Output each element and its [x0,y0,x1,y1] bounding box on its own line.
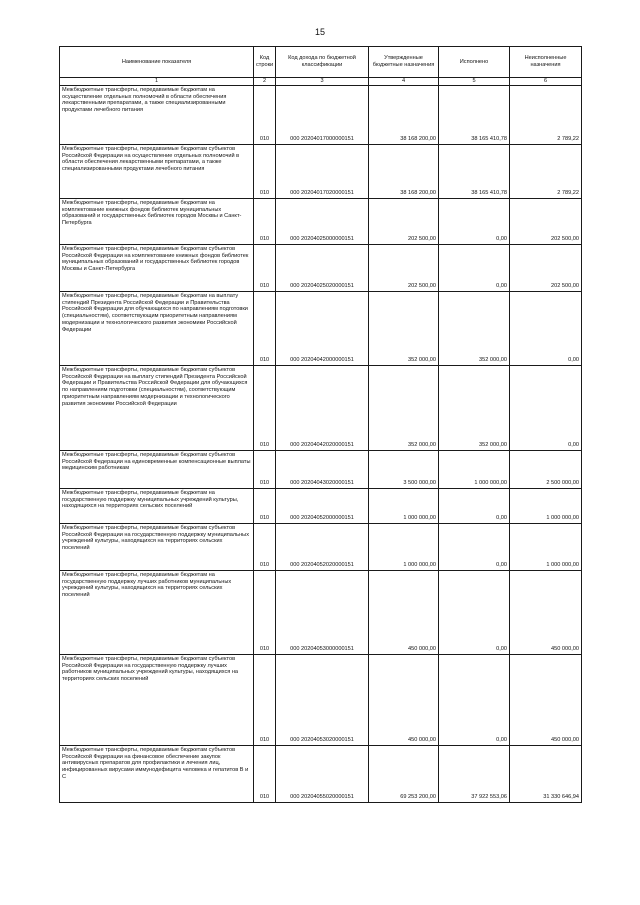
column-number: 6 [510,78,582,86]
header-line: Код строки [254,47,276,78]
row-unexecuted: 1 000 000,00 [510,524,582,571]
row-code: 000 20204052000000151 [276,489,369,524]
column-number: 2 [254,78,276,86]
row-executed: 1 000 000,00 [439,451,510,489]
row-line: 010 [254,245,276,292]
row-executed: 0,00 [439,655,510,746]
row-name: Межбюджетные трансферты, передаваемые бюджетам на государственную поддержку муниципальных учреждений культуры, находящихся на территориях сельских поселений [60,489,254,524]
row-executed: 38 165 410,78 [439,86,510,145]
row-line: 010 [254,524,276,571]
table-row [60,86,582,145]
row-approved: 3 500 000,00 [369,451,439,489]
row-name: Межбюджетные трансферты, передаваемые бюджетам субъектов Российской Федерации на финансовое обеспечение закупок антивирусных препаратов для профилактики и лечения лиц, инфицированных вирусами иммунодефицита человека и гепатитов B и C [60,746,254,803]
row-approved: 202 500,00 [369,245,439,292]
table-row [60,571,582,655]
row-line: 010 [254,145,276,199]
column-number-row [60,78,582,86]
row-name: Межбюджетные трансферты, передаваемые бюджетам субъектов Российской Федерации на единовременные компенсационные выплаты медицинским работникам [60,451,254,489]
row-approved: 352 000,00 [369,292,439,366]
row-unexecuted: 450 000,00 [510,571,582,655]
row-name: Межбюджетные трансферты, передаваемые бюджетам субъектов Российской Федерации на комплектование книжных фондов библиотек муниципальных образований и государственных библиотек городов Москвы и Санкт-Петербурга [60,245,254,292]
row-code: 000 20204053020000151 [276,655,369,746]
row-unexecuted: 2 789,22 [510,86,582,145]
row-code: 000 20204052020000151 [276,524,369,571]
column-number: 4 [369,78,439,86]
row-code: 000 20204043020000151 [276,451,369,489]
row-unexecuted: 2 789,22 [510,145,582,199]
row-executed: 0,00 [439,199,510,245]
row-approved: 69 253 200,00 [369,746,439,803]
table-row [60,292,582,366]
row-approved: 1 000 000,00 [369,489,439,524]
row-unexecuted: 0,00 [510,292,582,366]
row-unexecuted: 450 000,00 [510,655,582,746]
row-approved: 38 168 200,00 [369,86,439,145]
row-executed: 0,00 [439,571,510,655]
row-executed: 352 000,00 [439,292,510,366]
row-name: Межбюджетные трансферты, передаваемые бюджетам субъектов Российской Федерации на государственную поддержку лучших работников муниципальных учреждений культуры, находящихся на территориях сельских поселений [60,655,254,746]
row-line: 010 [254,366,276,451]
row-name: Межбюджетные трансферты, передаваемые бюджетам на комплектование книжных фондов библиотек муниципальных образований и государственных библиотек городов Москвы и Санкт-Петербурга [60,199,254,245]
column-number: 1 [60,78,254,86]
table-row [60,451,582,489]
row-line: 010 [254,451,276,489]
row-code: 000 20204053000000151 [276,571,369,655]
budget-execution-table [59,46,582,803]
row-approved: 202 500,00 [369,199,439,245]
row-code: 000 20204055020000151 [276,746,369,803]
table-row [60,199,582,245]
row-executed: 37 922 553,06 [439,746,510,803]
row-executed: 352 000,00 [439,366,510,451]
column-number: 5 [439,78,510,86]
header-name: Наименование показателя [60,47,254,78]
table-row [60,524,582,571]
column-number: 3 [276,78,369,86]
row-approved: 352 000,00 [369,366,439,451]
row-code: 000 20204042000000151 [276,292,369,366]
row-executed: 0,00 [439,524,510,571]
table-header-row [60,47,582,78]
row-executed: 0,00 [439,245,510,292]
row-approved: 1 000 000,00 [369,524,439,571]
row-code: 000 20204025020000151 [276,245,369,292]
row-approved: 450 000,00 [369,571,439,655]
row-code: 000 20204017000000151 [276,86,369,145]
header-executed: Исполнено [439,47,510,78]
row-name: Межбюджетные трансферты, передаваемые бюджетам субъектов Российской Федерации на осуществление отдельных полномочий в области обеспечения лекарственными препаратами, а также специализированными продуктами лечебного питания [60,145,254,199]
row-name: Межбюджетные трансферты, передаваемые бюджетам на осуществление отдельных полномочий в области обеспечения лекарственными препаратами, а также специализированными продуктами лечебного питания [60,86,254,145]
row-approved: 38 168 200,00 [369,145,439,199]
row-approved: 450 000,00 [369,655,439,746]
header-code: Код дохода по бюджетной классификации [276,47,369,78]
row-name: Межбюджетные трансферты, передаваемые бюджетам на выплату стипендий Президента Российской Федерации и Правительства Российской Федерации для обучающихся по направлениям подготовки (специальностям), соответствующим приоритетным направлениям модернизации и технологического развития экономики Российской Федерации [60,292,254,366]
row-unexecuted: 1 000 000,00 [510,489,582,524]
row-unexecuted: 202 500,00 [510,199,582,245]
row-name: Межбюджетные трансферты, передаваемые бюджетам субъектов Российской Федерации на выплату стипендий Президента Российской Федерации и Правительства Российской Федерации для обучающихся по направлениям подготовки (специальностям), соответствующим приоритетным направлениям модернизации и технологического развития экономики Российской Федерации [60,366,254,451]
row-executed: 38 165 410,78 [439,145,510,199]
table-row [60,489,582,524]
table-row [60,245,582,292]
table-row [60,746,582,803]
row-name: Межбюджетные трансферты, передаваемые бюджетам на государственную поддержку лучших работников муниципальных учреждений культуры, находящихся на территориях сельских поселений [60,571,254,655]
row-unexecuted: 0,00 [510,366,582,451]
table-row [60,145,582,199]
row-name: Межбюджетные трансферты, передаваемые бюджетам субъектов Российской Федерации на государственную поддержку муниципальных учреждений культуры, находящихся на территориях сельских поселений [60,524,254,571]
page-number: 15 [314,27,325,37]
row-code: 000 20204025000000151 [276,199,369,245]
row-unexecuted: 202 500,00 [510,245,582,292]
row-unexecuted: 31 330 646,94 [510,746,582,803]
table-row [60,655,582,746]
row-executed: 0,00 [439,489,510,524]
row-code: 000 20204017020000151 [276,145,369,199]
row-line: 010 [254,199,276,245]
row-line: 010 [254,746,276,803]
row-line: 010 [254,489,276,524]
row-line: 010 [254,86,276,145]
header-approved: Утвержденные бюджетные назначения [369,47,439,78]
row-line: 010 [254,292,276,366]
header-unexecuted: Неисполненные назначения [510,47,582,78]
row-line: 010 [254,655,276,746]
table-row [60,366,582,451]
row-line: 010 [254,571,276,655]
row-code: 000 20204042020000151 [276,366,369,451]
row-unexecuted: 2 500 000,00 [510,451,582,489]
